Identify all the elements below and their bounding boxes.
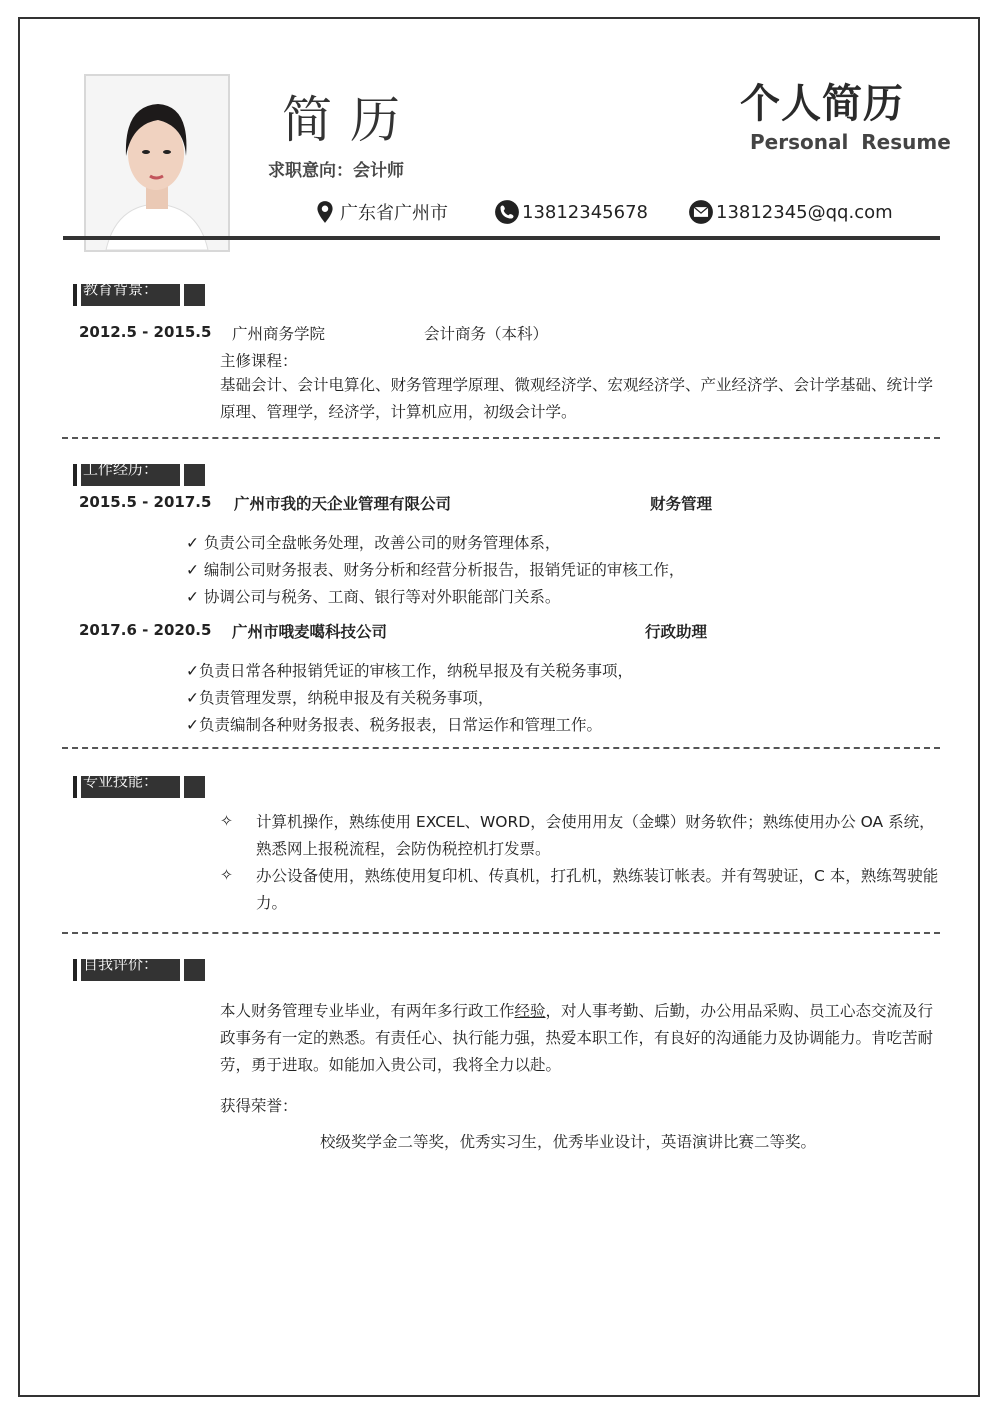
section-header-self-eval [73,955,205,981]
job-duty: ✓负责日常各种报销凭证的审核工作，纳税早报及有关税务事项， [186,662,633,680]
skill-bullet-icon: ✧ [220,866,233,884]
phone-icon [494,199,520,225]
profile-photo [84,74,230,252]
resume-subtitle: Personal Resume [750,130,951,154]
section-header-education [73,280,205,306]
location-text: 广东省广州市 [340,203,448,224]
location-pin-icon [312,199,338,225]
email-text: 13812345@qq.com [716,201,893,223]
skill-item: 计算机操作，熟练使用 EXCEL、WORD，会使用用友（金蝶）财务软件；熟练使用办公 OA 系统，熟悉网上报税流程，会防伪税控机打发票。 [256,813,935,858]
self-eval-part: 本人财务管理专业毕业，有两年多行政工作 [220,1002,515,1020]
job-role: 财务管理 [650,495,713,513]
phone-text: 13812345678 [522,201,648,223]
job-duty: ✓ 协调公司与税务、工商、银行等对外职能部门关系。 [186,588,561,606]
self-eval-text [220,998,946,1079]
section-header-work [73,460,205,486]
job-duty: ✓负责管理发票，纳税申报及有关税务事项， [186,689,494,707]
job-date: 2017.6 - 2020.5 [79,621,212,639]
section-header-skills [73,772,205,798]
section-divider [62,437,940,439]
job-company: 广州市我的天企业管理有限公司 [234,495,452,513]
page-title: 简历 [282,91,418,149]
contact-location [312,199,448,225]
self-eval-underlined: 经验 [514,1002,546,1020]
job-duty: ✓负责编制各种财务报表、税务报表，日常运作和管理工作。 [186,716,602,734]
contact-email [688,199,893,225]
resume-title: 个人简历 [740,81,904,127]
section-label: 专业技能： [83,772,159,790]
self-eval-part: ，对人事考勤、后勤，办公用品采购、员工心态交流及行政事务有一定的熟悉。有责任心、执行能力强，热爱本职工作，有良好的沟通能力及协调能力。肯吃苦耐劳，勇于进取。如能加入贵公司，我将全力以赴。 [220,1002,934,1074]
education-major: 会计商务（本科） [424,325,549,343]
job-duty: ✓ 负责公司全盘帐务处理，改善公司的财务管理体系， [186,534,561,552]
honors-text: 校级奖学金二等奖，优秀实习生，优秀毕业设计，英语演讲比赛二等奖。 [320,1133,817,1151]
education-date: 2012.5 - 2015.5 [79,323,212,341]
section-divider [62,932,940,934]
education-school: 广州商务学院 [232,325,326,343]
section-label: 工作经历： [83,460,159,478]
section-label: 自我评价： [83,955,159,973]
job-duty: ✓ 编制公司财务报表、财务分析和经营分析报告，报销凭证的审核工作， [186,561,685,579]
honors-label: 获得荣誉： [220,1097,298,1115]
job-company: 广州市哦麦噶科技公司 [232,623,388,641]
header-divider [63,236,940,240]
section-label: 教育背景： [83,280,159,298]
mail-icon [688,199,714,225]
courses-label: 主修课程： [220,352,298,370]
contact-phone [494,199,648,225]
skill-bullet-icon: ✧ [220,812,233,830]
job-role: 行政助理 [645,623,708,641]
job-intention: 求职意向：会计师 [268,161,404,181]
section-divider [62,747,940,749]
job-date: 2015.5 - 2017.5 [79,493,212,511]
courses-text: 基础会计、会计电算化、财务管理学原理、微观经济学、宏观经济学、产业经济学、会计学基础、统计学原理、管理学，经济学，计算机应用，初级会计学。 [220,376,934,421]
skill-item: 办公设备使用，熟练使用复印机、传真机，打孔机，熟练装订帐表。并有驾驶证，C 本，熟练驾驶能力。 [256,867,939,912]
